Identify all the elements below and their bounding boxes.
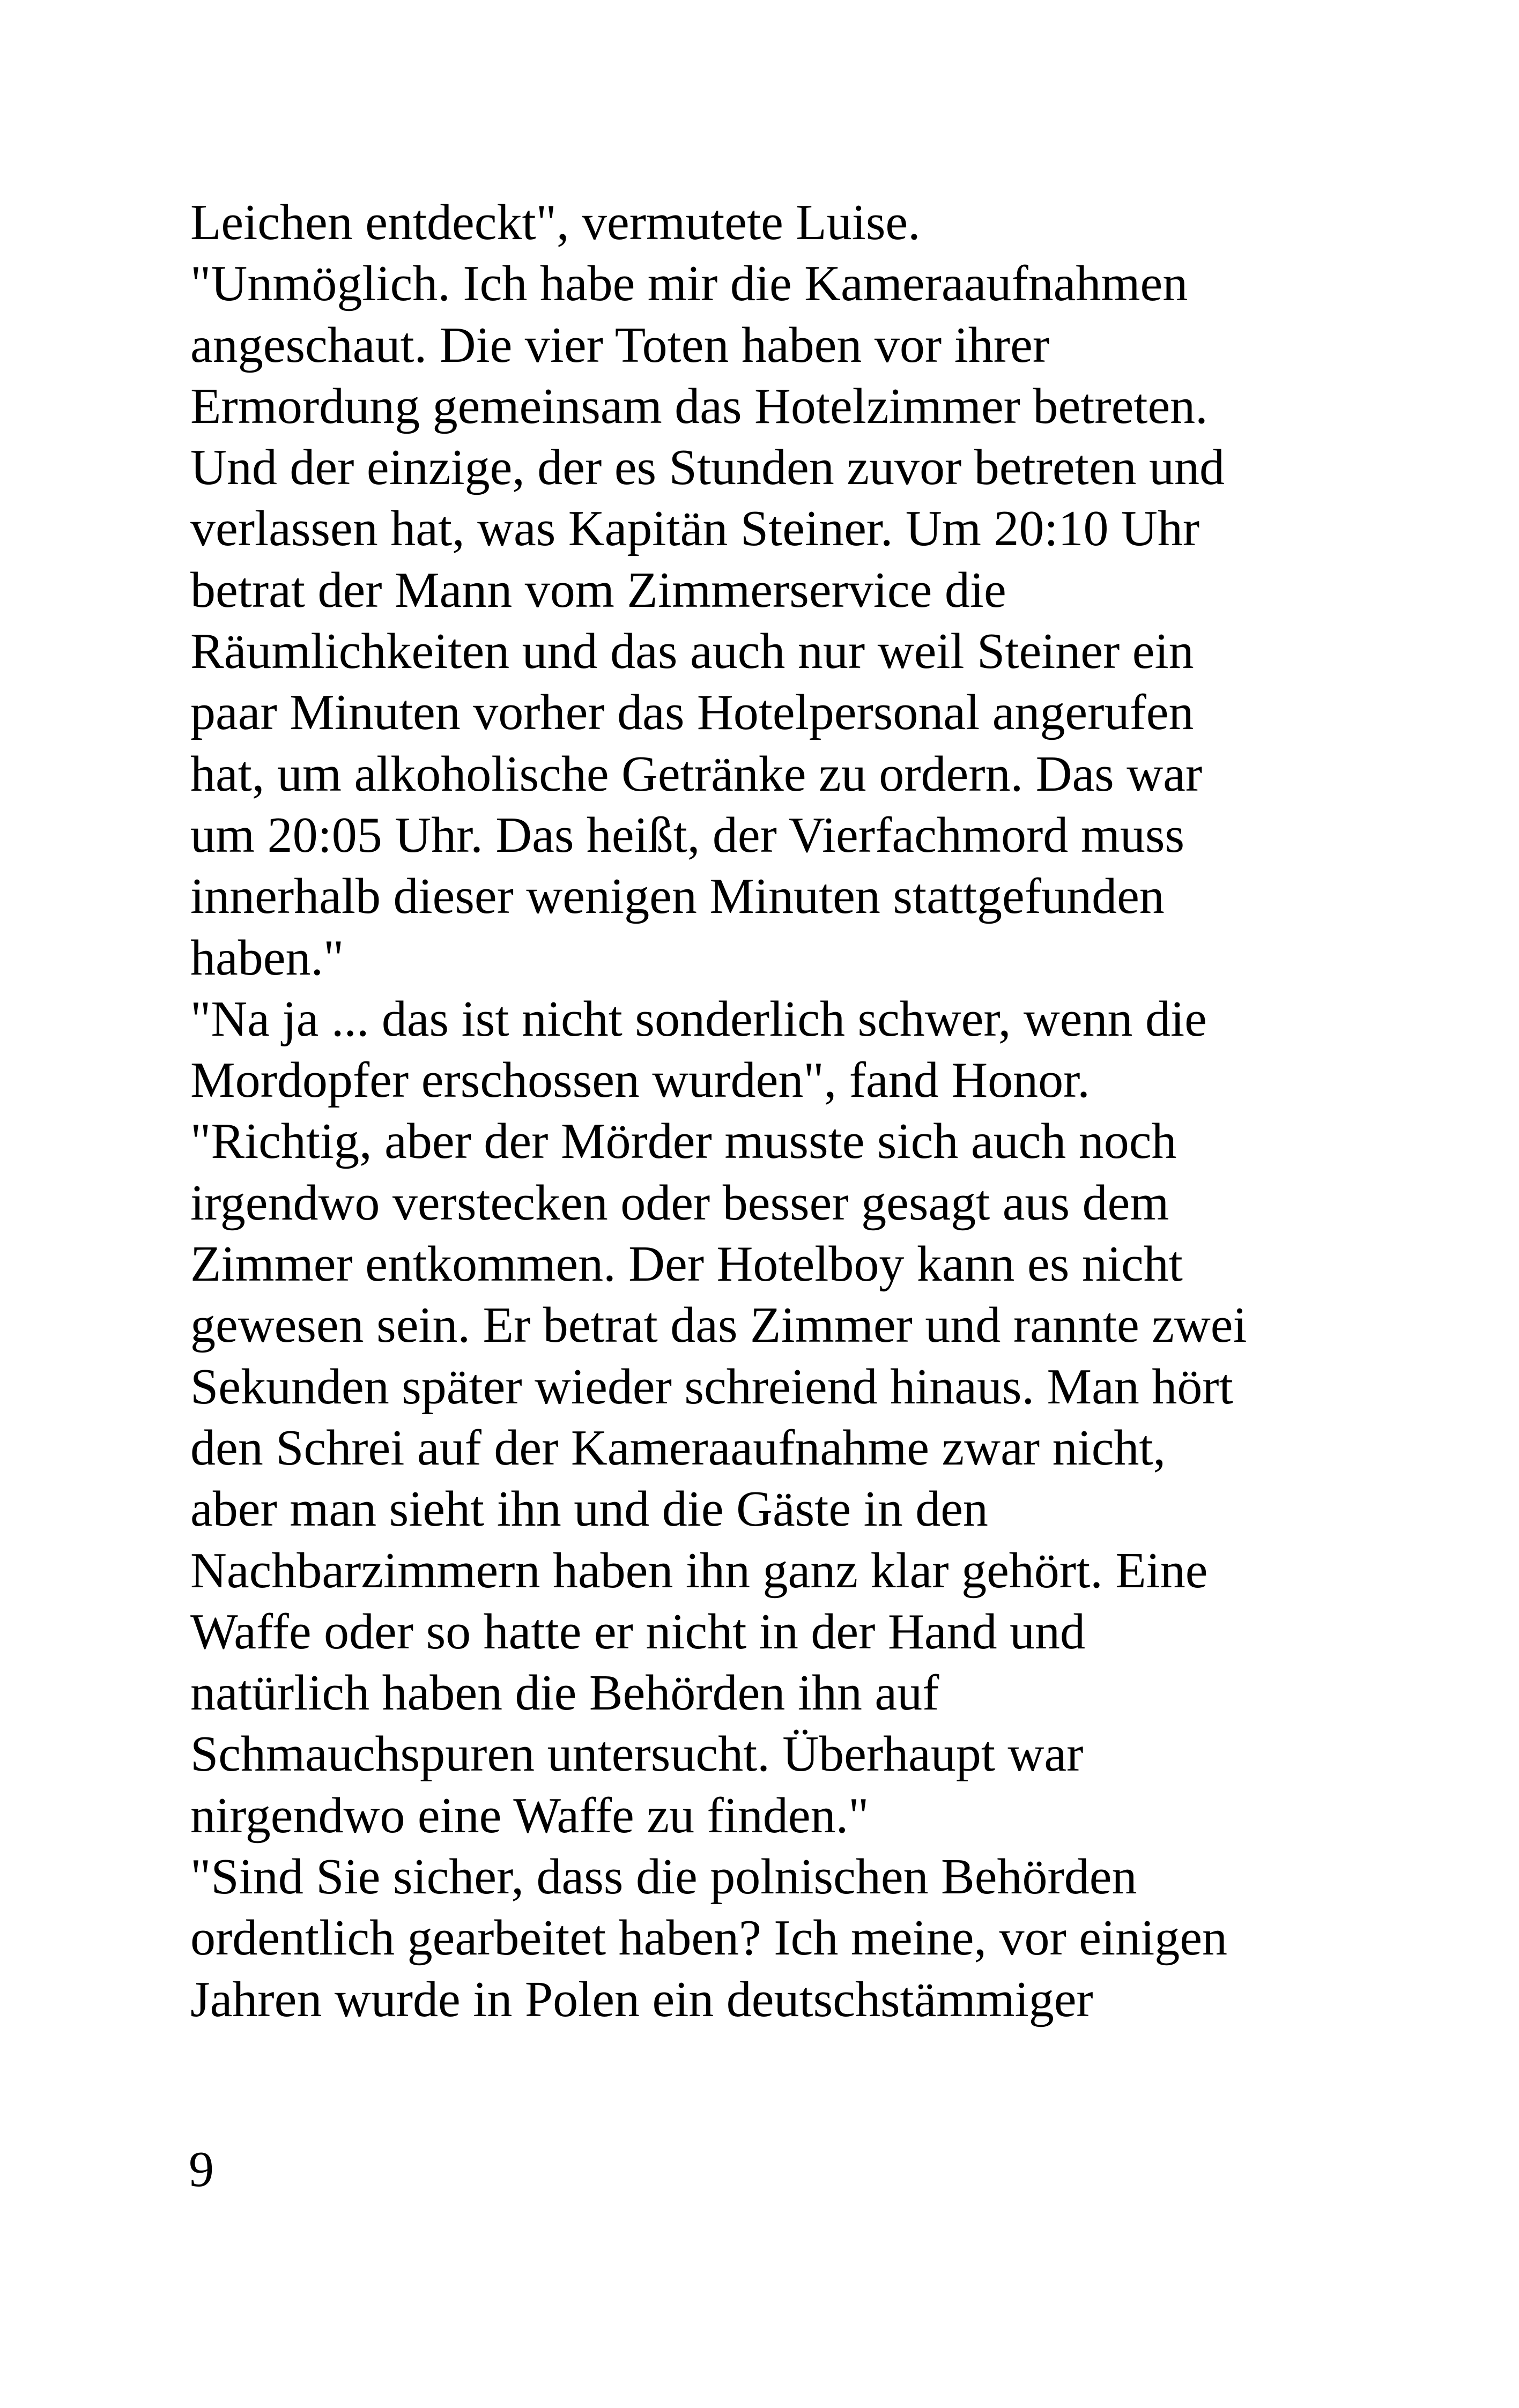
text-line: Räumlichkeiten und das auch nur weil Steiner ein bbox=[190, 623, 1194, 680]
text-line: Leichen entdeckt", vermutete Luise. bbox=[190, 195, 921, 250]
text-line: Waffe oder so hatte er nicht in der Hand und bbox=[190, 1603, 1086, 1660]
text-line: angeschaut. Die vier Toten haben vor ihrer bbox=[190, 317, 1050, 373]
text-line: Schmauchspuren untersucht. Überhaupt war bbox=[190, 1726, 1084, 1782]
text-line: Mordopfer erschossen wurden", fand Honor. bbox=[190, 1052, 1090, 1109]
text-line: paar Minuten vorher das Hotelpersonal angerufen bbox=[190, 685, 1194, 741]
text-line: Zimmer entkommen. Der Hotelboy kann es nicht bbox=[190, 1236, 1183, 1292]
page-number: 9 bbox=[189, 2142, 214, 2197]
text-line: den Schrei auf der Kameraaufnahme zwar nicht, bbox=[190, 1419, 1166, 1476]
text-line: hat, um alkoholische Getränke zu ordern. Das war bbox=[190, 746, 1203, 802]
text-line: um 20:05 Uhr. Das heißt, der Vierfachmord muss bbox=[190, 807, 1185, 863]
text-line: Ermordung gemeinsam das Hotelzimmer betreten. bbox=[190, 378, 1208, 434]
text-line: ordentlich gearbeitet haben? Ich meine, vor einigen bbox=[190, 1910, 1227, 1966]
text-line: natürlich haben die Behörden ihn auf bbox=[190, 1665, 939, 1721]
text-line: "Na ja ... das ist nicht sonderlich schwer, wenn die bbox=[190, 991, 1207, 1047]
text-line: betrat der Mann vom Zimmerservice die bbox=[190, 562, 1006, 618]
text-line: gewesen sein. Er betrat das Zimmer und rannte zwei bbox=[190, 1297, 1247, 1354]
text-line: aber man sieht ihn und die Gäste in den bbox=[190, 1481, 988, 1537]
text-line: Nachbarzimmern haben ihn ganz klar gehört. Eine bbox=[190, 1542, 1208, 1599]
text-line: Sekunden später wieder schreiend hinaus. Man hört bbox=[190, 1358, 1233, 1415]
text-line: Jahren wurde in Polen ein deutschstämmiger bbox=[190, 1971, 1093, 2027]
body-text bbox=[190, 192, 1359, 2030]
text-line: innerhalb dieser wenigen Minuten stattgefunden bbox=[190, 868, 1165, 925]
text-line: nirgendwo eine Waffe zu finden." bbox=[190, 1787, 869, 1844]
text-line: "Sind Sie sicher, dass die polnischen Behörden bbox=[190, 1849, 1137, 1905]
text-line: Und der einzige, der es Stunden zuvor betreten und bbox=[190, 440, 1225, 496]
text-line: haben." bbox=[190, 930, 344, 986]
text-line: verlassen hat, was Kapitän Steiner. Um 20:10 Uhr bbox=[190, 501, 1200, 557]
text-line: "Unmöglich. Ich habe mir die Kameraaufnahmen bbox=[190, 256, 1188, 312]
text-line: irgendwo verstecken oder besser gesagt aus dem bbox=[190, 1175, 1169, 1231]
text-line: "Richtig, aber der Mörder musste sich auch noch bbox=[190, 1113, 1177, 1170]
